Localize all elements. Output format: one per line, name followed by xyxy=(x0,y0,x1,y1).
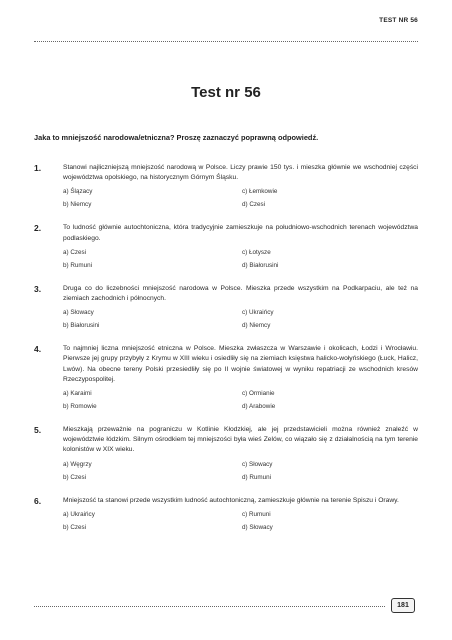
answer-options xyxy=(63,510,418,533)
question-number: 6. xyxy=(34,495,42,506)
option-c[interactable]: c) Słowacy xyxy=(242,460,273,468)
option-b[interactable]: b) Rumuni xyxy=(63,261,93,269)
option-c[interactable]: c) Łotysze xyxy=(242,248,271,256)
question-number: 4. xyxy=(34,344,42,355)
question-5 xyxy=(34,425,418,483)
question-3 xyxy=(34,284,418,331)
option-b[interactable]: b) Niemcy xyxy=(63,201,92,209)
option-b[interactable]: b) Czesi xyxy=(63,523,87,531)
option-b[interactable]: b) Romowie xyxy=(63,403,97,411)
option-a[interactable]: a) Karaimi xyxy=(63,390,92,398)
question-number: 5. xyxy=(34,425,42,436)
answer-options xyxy=(63,187,418,210)
instruction: Jaka to mniejszość narodowa/etniczna? Proszę zaznaczyć poprawną odpowiedź. xyxy=(34,133,319,142)
answer-options xyxy=(63,308,418,331)
question-4 xyxy=(34,344,418,412)
option-a[interactable]: a) Słowacy xyxy=(63,309,94,317)
question-number: 3. xyxy=(34,283,42,294)
option-d[interactable]: d) Arabowie xyxy=(242,403,276,411)
option-a[interactable]: a) Węgrzy xyxy=(63,460,92,468)
answer-options xyxy=(63,460,418,483)
option-a[interactable]: a) Ukraińcy xyxy=(63,510,95,518)
option-a[interactable]: a) Ślązacy xyxy=(63,188,93,196)
question-number: 1. xyxy=(34,163,42,173)
answer-options xyxy=(63,248,418,271)
option-c[interactable]: c) Rumuni xyxy=(242,510,271,518)
question-text: Mniejszość ta stanowi przede wszystkim ludność autochtoniczną, zamieszkuje głównie na terenie Spiszu i Orawy. xyxy=(63,496,399,504)
question-number: 2. xyxy=(34,223,42,234)
question-2 xyxy=(34,223,418,270)
option-d[interactable]: d) Słowacy xyxy=(242,523,273,531)
option-b[interactable]: b) Czesi xyxy=(63,473,87,481)
option-d[interactable]: d) Niemcy xyxy=(242,322,271,330)
question-1 xyxy=(34,163,418,210)
option-a[interactable]: a) Czesi xyxy=(63,248,87,256)
option-c[interactable]: c) Łemkowie xyxy=(242,188,278,196)
question-text: Druga co do liczebności mniejszość narodowa w Polsce. Mieszka przede wszystkim na Podkarpaciu, ale też na ziemiach zachodnich i północnych. xyxy=(63,284,418,303)
question-text: To najmniej liczna mniejszość etniczna w Polsce. Mieszka zwłaszcza w Warszawie i okolicach, Łodzi i Wrocławiu. Pierwsze jej grupy przybyły z Krymu w XIII wieku i osiedliły się na ziemiach księstwa halicko-wołyńskiego (Łuck, Halicz, Lwów). Na obecne tereny Polski przesiedliły się po II wojnie światowej w wyniku repatriacji ze wschodnich kresów Rzeczypospolitej. xyxy=(63,345,418,383)
page-title: Test nr 56 xyxy=(191,84,261,101)
question-text: Stanowi najliczniejszą mniejszość narodową w Polsce. Liczy prawie 150 tys. i mieszka głównie we wschodniej części województwa opolskiego, na historycznym Górnym Śląsku. xyxy=(63,164,418,182)
option-c[interactable]: c) Ukraińcy xyxy=(242,309,274,317)
option-d[interactable]: d) Rumuni xyxy=(242,473,272,481)
question-text: Mieszkają przeważnie na pograniczu w Kotlinie Kłodzkiej, ale jej przedstawicieli można również znaleźć w województwie łódzkim. Silnym ośrodkiem tej mniejszości była wieś Zelów, co wiązało się z działalnością na tym terenie kolonistów w XIX wieku. xyxy=(63,426,418,454)
option-d[interactable]: d) Białorusini xyxy=(242,261,279,269)
option-b[interactable]: b) Białorusini xyxy=(63,322,100,330)
running-head: TEST NR 56 xyxy=(379,17,418,24)
answer-options xyxy=(63,389,418,412)
dotted-divider-bottom xyxy=(34,606,385,607)
question-6 xyxy=(34,496,418,533)
page-number: 181 xyxy=(391,598,415,613)
dotted-divider-top xyxy=(34,41,418,42)
question-text: To ludność głównie autochtoniczna, która tradycyjnie zamieszkuje na południowo-wschodnich terenach województwa podlaskiego. xyxy=(63,224,418,242)
option-d[interactable]: d) Czesi xyxy=(242,201,266,209)
question-list xyxy=(34,163,418,533)
option-c[interactable]: c) Ormianie xyxy=(242,390,275,398)
